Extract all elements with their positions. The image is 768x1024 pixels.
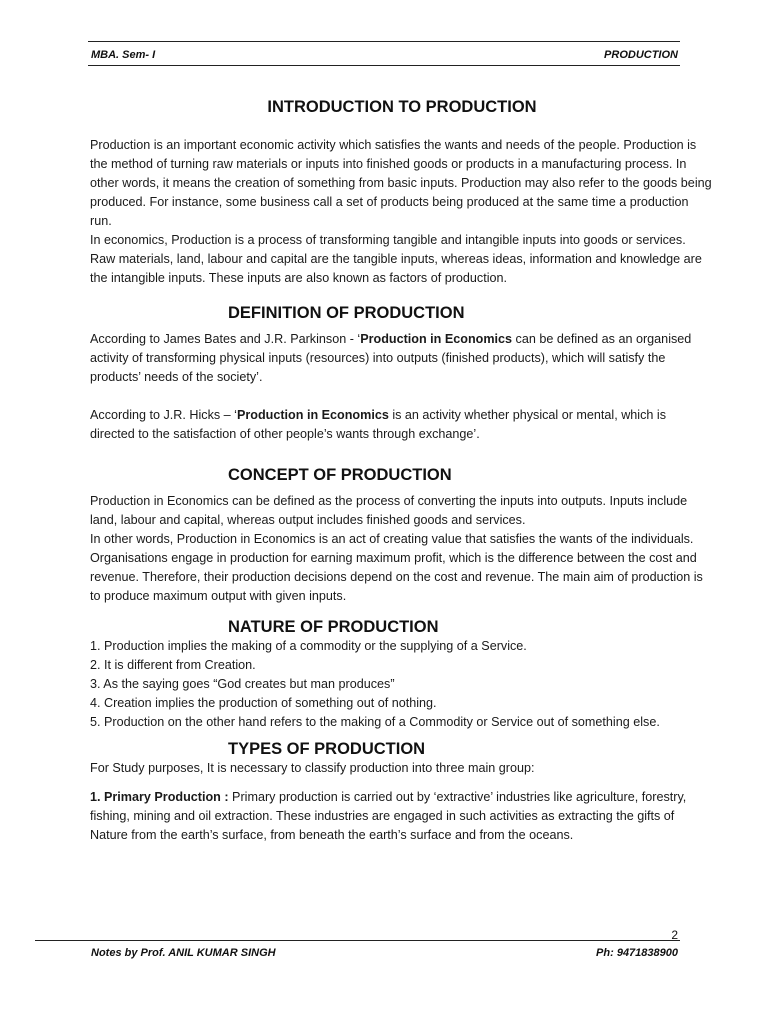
section-title-types: TYPES OF PRODUCTION — [228, 740, 426, 758]
header-top-rule — [88, 41, 680, 42]
primary-production-text: Primary production is carried out by ‘extractive’ industries like agriculture, forestry, fishing, mining and oil extraction. These industries are engaged in such activities as extracting the gifts of Nature from the earth’s surface, from beneath the earth’s surface and from the oceans. — [90, 790, 687, 842]
list-item: 3. As the saying goes “God creates but man produces” — [90, 677, 395, 691]
concept-paragraph-1: Production in Economics can be defined as the process of converting the inputs into outputs. Inputs include land, labour and capital, whereas output includes finished goods and services. — [90, 494, 688, 527]
document-body — [90, 98, 712, 845]
concept-paragraph-3: Organisations engage in production for earning maximum profit, which is the difference between the cost and revenue. Therefore, their production decisions depend on the cost and revenue. The main aim of production is to produce maximum output with given inputs. — [90, 551, 703, 603]
definition-bates-parkinson — [90, 330, 712, 387]
primary-production-paragraph — [90, 788, 712, 845]
header-subject: PRODUCTION — [604, 49, 678, 61]
list-item: 5. Production on the other hand refers to the making of a Commodity or Service out of something else. — [90, 715, 660, 729]
definition-hicks — [90, 406, 712, 444]
definition-2-term: Production in Economics — [236, 408, 389, 422]
list-item: 2. It is different from Creation. — [90, 658, 256, 672]
definition-1-text: can be defined as an organised activity of transforming physical inputs (resources) into outputs (finished products), which will satisfy the products’ needs of the society’. — [90, 332, 692, 384]
footer-phone: Ph: 9471838900 — [596, 947, 678, 959]
definition-2-lead: According to J.R. Hicks – ‘ — [90, 408, 237, 422]
intro-paragraph-1: Production is an important economic activity which satisfies the wants and needs of the people. Production is the method of turning raw materials or inputs into finished goods or products in a manufacturing process. In other words, it means the creation of something from basic inputs. Production may also refer to the goods being produced. For instance, some business call a set of products being produced at the same time a production run. — [90, 138, 712, 228]
section-title-definition: DEFINITION OF PRODUCTION — [228, 304, 465, 322]
header-course: MBA. Sem- I — [91, 49, 156, 61]
definition-1-lead: According to James Bates and J.R. Parkinson - ‘ — [90, 332, 361, 346]
intro-paragraph-2: In economics, Production is a process of transforming tangible and intangible inputs into goods or services. Raw materials, land, labour and capital are the tangible inputs, whereas ideas, information and knowledge are the intangible inputs. These inputs are also known as factors of production. — [90, 233, 702, 285]
section-title-introduction: INTRODUCTION TO PRODUCTION — [267, 98, 537, 116]
section-title-concept: CONCEPT OF PRODUCTION — [228, 466, 452, 484]
header-bottom-rule — [88, 65, 680, 66]
definition-1-term: Production in Economics — [360, 332, 513, 346]
list-item: 4. Creation implies the production of something out of nothing. — [90, 696, 437, 710]
section-title-nature: NATURE OF PRODUCTION — [228, 618, 439, 636]
definition-2-text: is an activity whether physical or mental, which is directed to the satisfaction of other people’s wants through exchange’. — [90, 408, 667, 441]
nature-list — [90, 637, 712, 732]
concept-paragraph-2: In other words, Production in Economics is an act of creating value that satisfies the wants of the individuals. — [90, 532, 694, 546]
primary-production-term: 1. Primary Production : — [90, 790, 229, 804]
list-item: 1. Production implies the making of a commodity or the supplying of a Service. — [90, 639, 527, 653]
page-number: 2 — [671, 928, 678, 942]
footer-rule — [35, 940, 680, 941]
types-intro: For Study purposes, It is necessary to classify production into three main group: — [90, 761, 535, 775]
footer-author: Notes by Prof. ANIL KUMAR SINGH — [91, 947, 276, 959]
